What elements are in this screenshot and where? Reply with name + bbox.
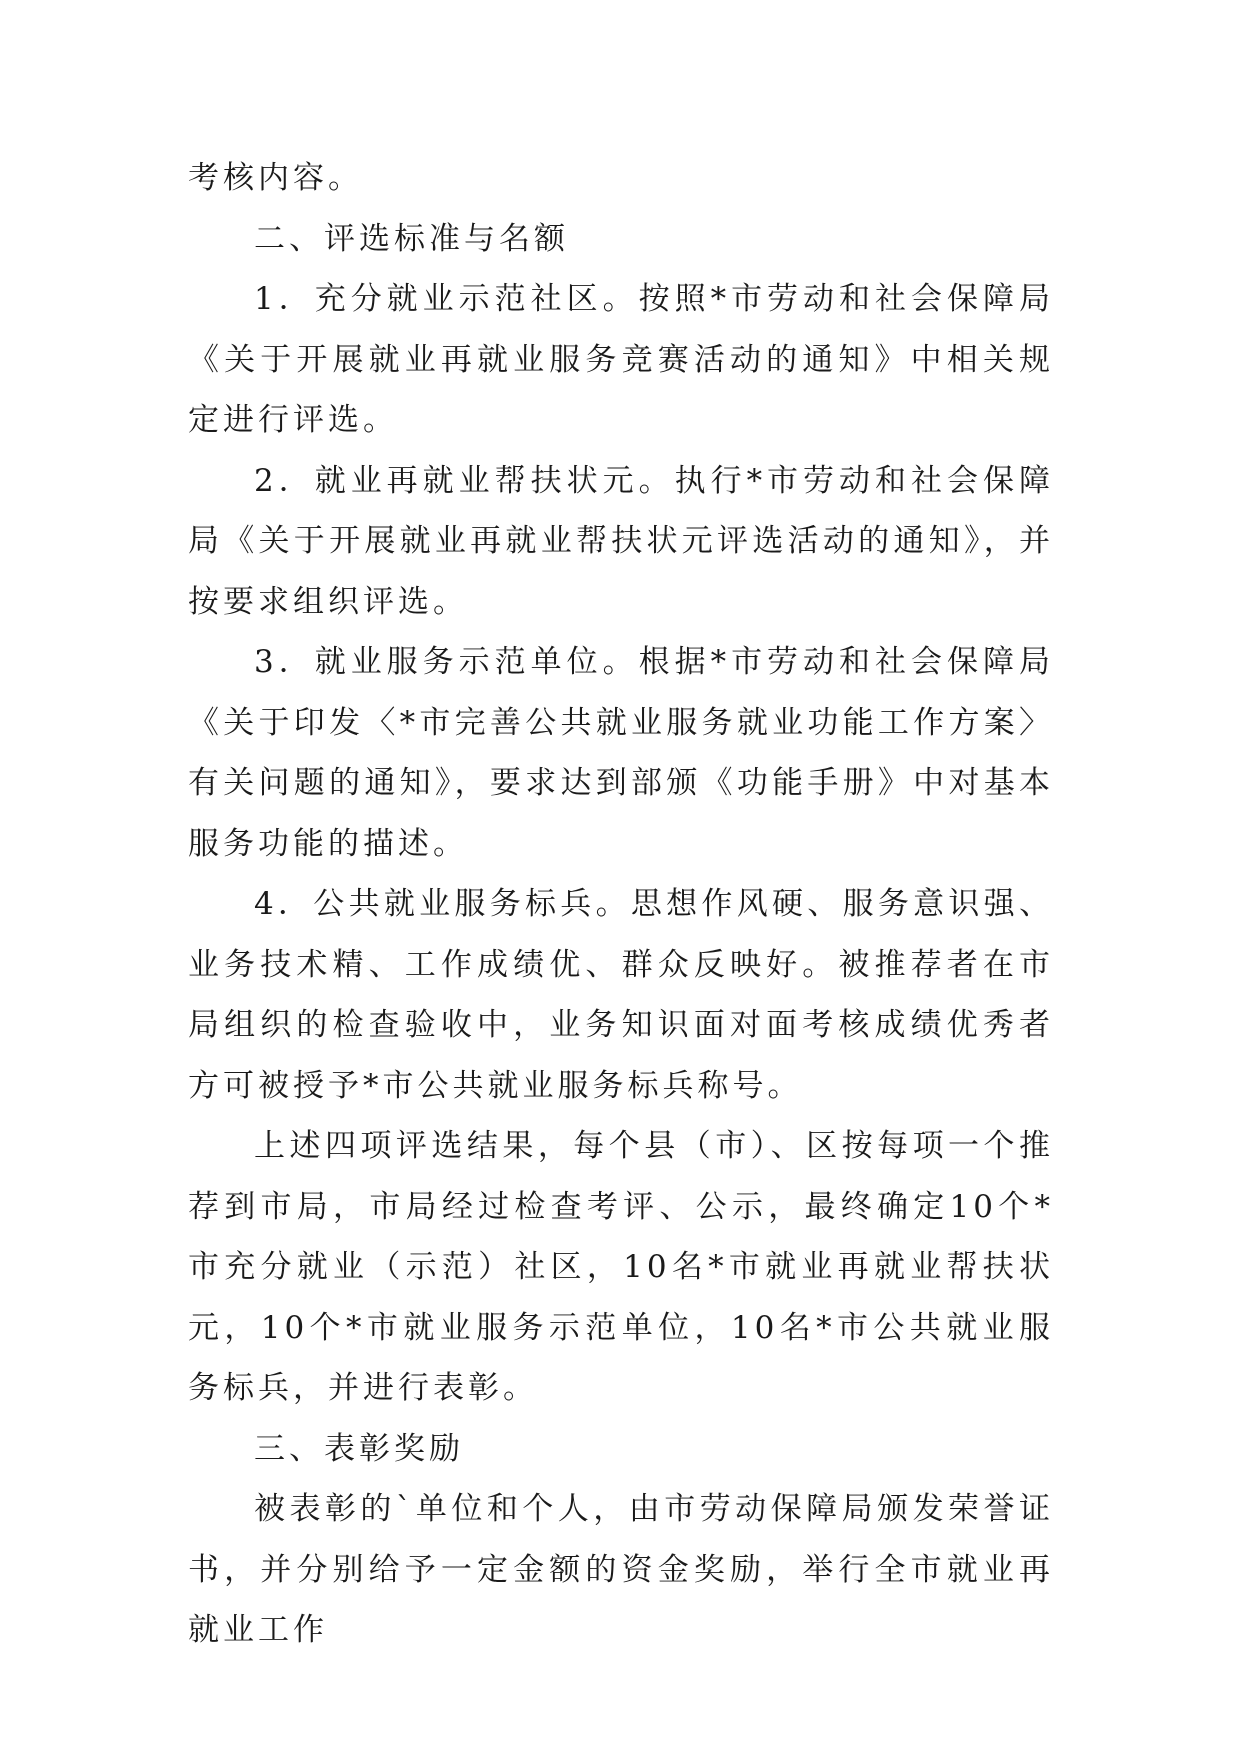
paragraph-results-summary: 上述四项评选结果，每个县（市）、区按每项一个推荐到市局，市局经过检查考评、公示，最终确定10个*市充分就业（示范）社区，10名*市就业再就业帮扶状元，10个*市就业服务示范单位，10名*市公共就业服务标兵，并进行表彰。 bbox=[188, 1128, 1054, 1406]
paragraph-rewards: 被表彰的`单位和个人，由市劳动保障局颁发荣誉证书，并分别给予一定金额的资金奖励，举行全市就业再就业工作 bbox=[188, 1491, 1054, 1648]
paragraph-item-2: 2．就业再就业帮扶状元。执行*市劳动和社会保障局《关于开展就业再就业帮扶状元评选活动的通知》，并按要求组织评选。 bbox=[188, 462, 1054, 620]
paragraph-item-1: 1．充分就业示范社区。按照*市劳动和社会保障局《关于开展就业再就业服务竞赛活动的通知》中相关规定进行评选。 bbox=[188, 281, 1054, 438]
paragraph-assessment-content: 考核内容。 bbox=[188, 160, 363, 196]
paragraph-item-4: 4．公共就业服务标兵。思想作风硬、服务意识强、业务技术精、工作成绩优、群众反映好。被推荐者在市局组织的检查验收中，业务知识面对面考核成绩优秀者方可被授予*市公共就业服务标兵称号。 bbox=[188, 886, 1054, 1104]
document-body bbox=[188, 148, 1054, 1661]
paragraph-item-3: 3．就业服务示范单位。根据*市劳动和社会保障局《关于印发〈*市完善公共就业服务就业功能工作方案〉有关问题的通知》，要求达到部颁《功能手册》中对基本服务功能的描述。 bbox=[188, 644, 1054, 862]
section-heading-criteria: 二、评选标准与名额 bbox=[254, 220, 569, 257]
section-heading-rewards: 三、表彰奖励 bbox=[254, 1430, 464, 1467]
